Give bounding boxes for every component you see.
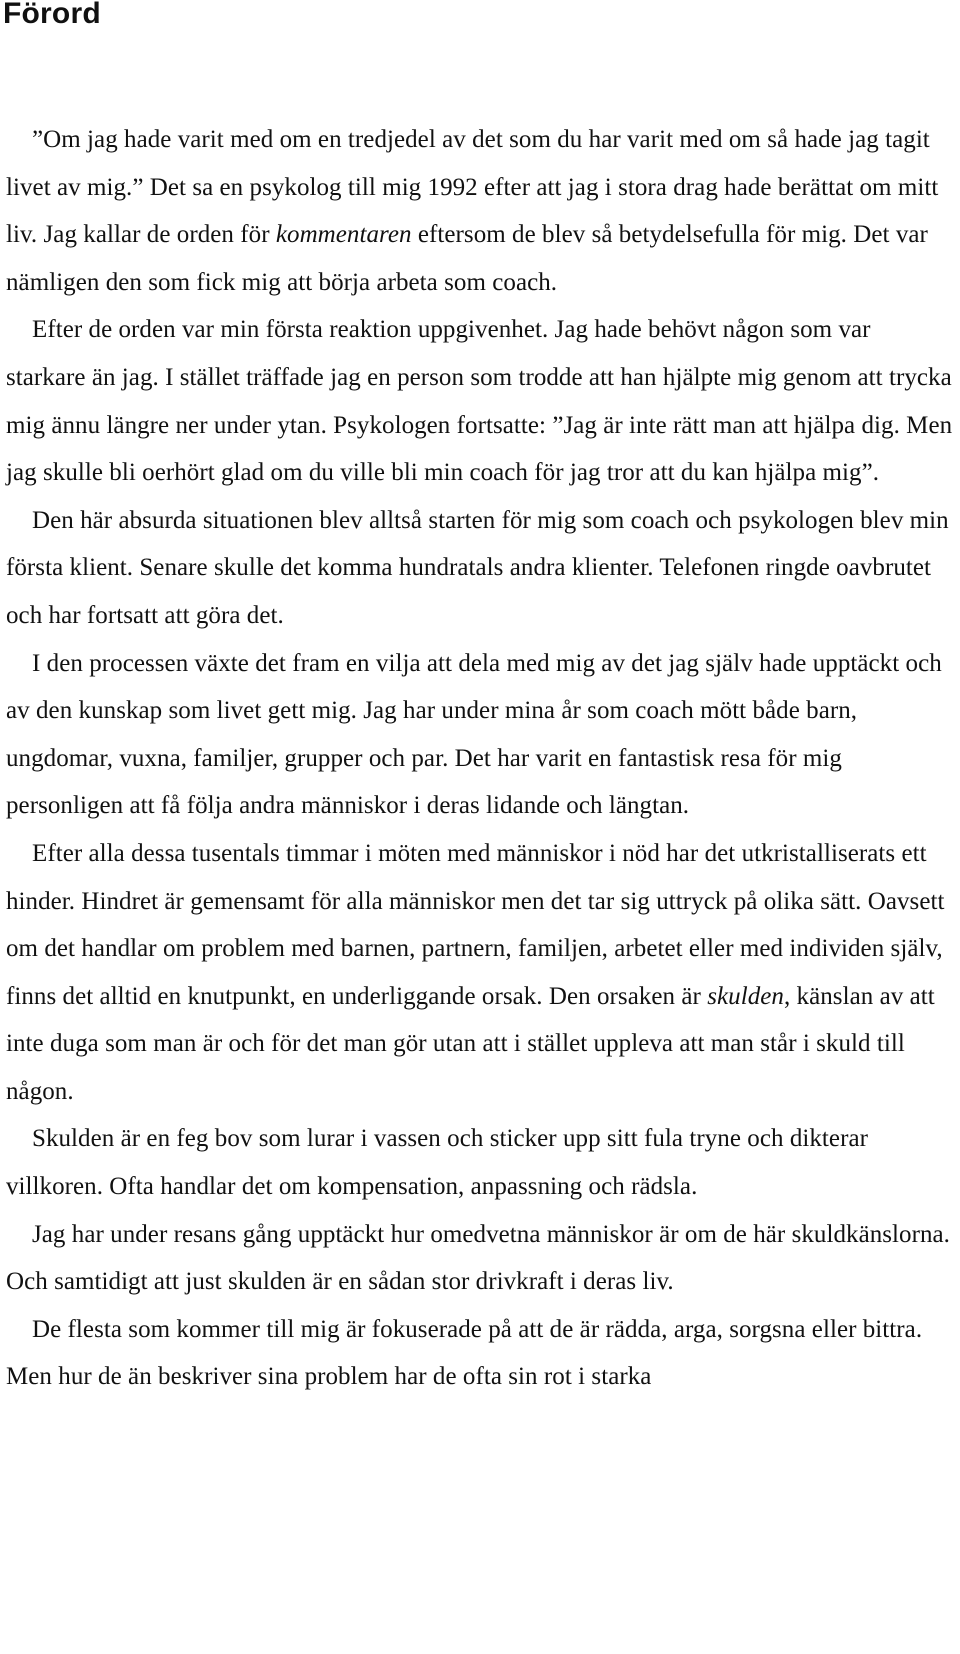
paragraph-text: , känslan av att inte duga som man är och för det man gör utan att i stället uppleva att man står i skuld till någon.: [6, 982, 935, 1105]
paragraph-text: Skulden är en feg bov som lurar i vassen och sticker upp sitt fula tryne och dikterar villkoren. Ofta handlar det om kompensation, anpassning och rädsla.: [6, 1125, 868, 1201]
body-text: [6, 116, 956, 1401]
page-title: Förord: [3, 0, 101, 30]
paragraph-text: De flesta som kommer till mig är fokuserade på att de är rädda, arga, sorgsna eller bittra. Men hur de än beskriver sina problem har de ofta sin rot i starka: [6, 1315, 923, 1391]
paragraph-2: [6, 306, 956, 496]
paragraph-5: [6, 830, 956, 1116]
emphasis-skulden: skulden: [707, 982, 784, 1010]
emphasis-kommentaren: kommentaren: [275, 221, 412, 249]
paragraph-text: Den här absurda situationen blev alltså starten för mig som coach och psykologen blev min första klient. Senare skulle det komma hundratals andra klienter. Telefonen ringde oavbrutet och har fortsatt att göra det.: [6, 506, 949, 629]
paragraph-text: ”Om jag hade varit med om en tredjedel av det som du har varit med om så hade jag tagit livet av mig.” Det sa en psykolog till mig 1992 efter att jag i stora drag hade berättat om mitt liv. Jag kallar de orden för: [6, 126, 939, 249]
paragraph-6: [6, 1115, 956, 1210]
paragraph-3: [6, 497, 956, 640]
paragraph-text: Efter de orden var min första reaktion uppgivenhet. Jag hade behövt någon som var starkare än jag. I stället träffade jag en person som trodde att han hjälpte mig genom att trycka mig ännu längre ner under ytan. Psykologen fortsatte: ”Jag är inte rätt man att hjälpa dig. Men jag skulle bli oerhört glad om du ville bli min coach för jag tror att du kan hjälpa mig”.: [6, 316, 953, 487]
paragraph-text: I den processen växte det fram en vilja att dela med mig av det jag själv hade upptäckt och av den kunskap som livet gett mig. Jag har under mina år som coach mött både barn, ungdomar, vuxna, familjer, grupper och par. Det har varit en fantastisk resa för mig personligen att få följa andra människor i deras lidande och längtan.: [6, 649, 942, 820]
paragraph-text: eftersom de blev så betydelsefulla för mig. Det var nämligen den som fick mig att börja arbeta som coach.: [6, 221, 928, 296]
paragraph-4: [6, 640, 956, 830]
paragraph-8: [6, 1306, 956, 1401]
paragraph-7: [6, 1211, 956, 1306]
paragraph-1: [6, 116, 956, 306]
paragraph-text: Jag har under resans gång upptäckt hur omedvetna människor är om de här skuldkänslorna. Och samtidigt att just skulden är en sådan stor drivkraft i deras liv.: [6, 1220, 950, 1296]
paragraph-text: Efter alla dessa tusentals timmar i möten med människor i nöd har det utkristalliserats ett hinder. Hindret är gemensamt för alla människor men det tar sig uttryck på olika sätt. Oavsett om det handlar om problem med barnen, partnern, familjen, arbetet eller med individen själv, finns det alltid en knutpunkt, en underliggande orsak. Den orsaken är: [6, 839, 945, 1010]
